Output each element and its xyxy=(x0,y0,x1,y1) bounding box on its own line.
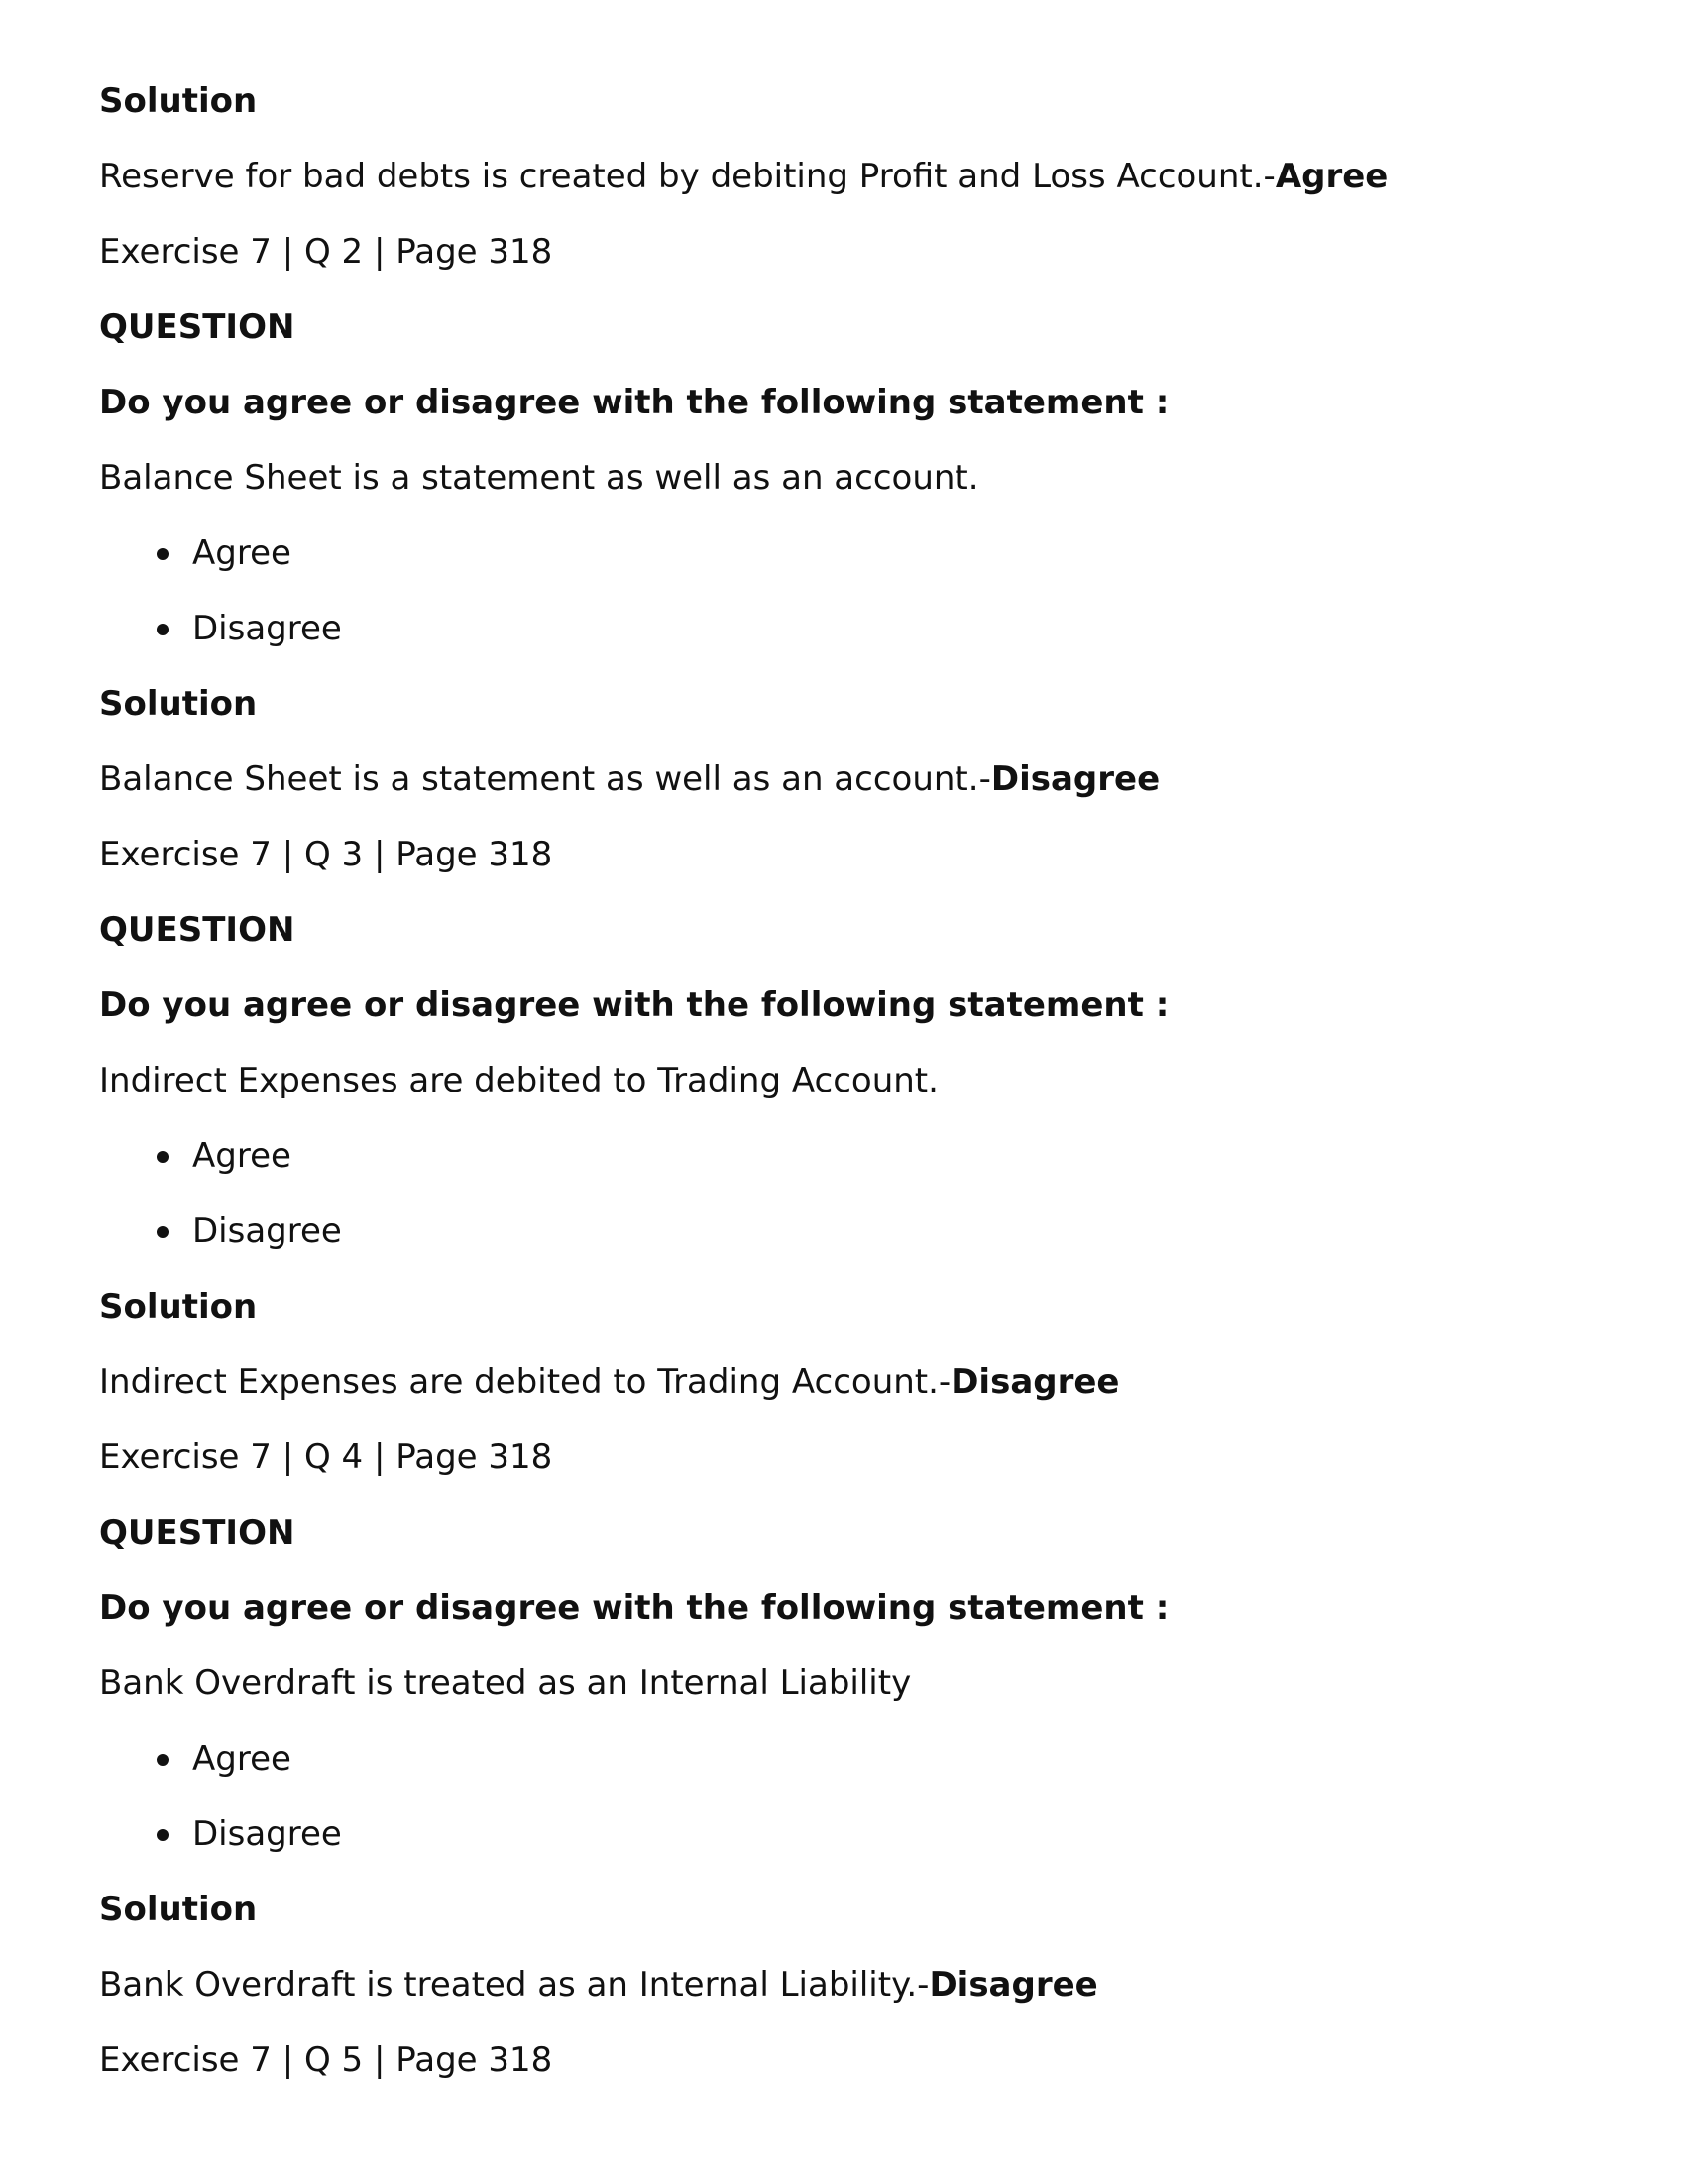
options-list xyxy=(99,1735,1645,1886)
question-heading: QUESTION xyxy=(99,307,295,347)
bullet-icon xyxy=(157,624,169,635)
bullet-icon xyxy=(157,1151,169,1163)
exercise-reference: Exercise 7 | Q 3 | Page 318 xyxy=(99,835,553,874)
question-prompt: Do you agree or disagree with the following statement : xyxy=(99,383,1170,422)
solution-statement: Indirect Expenses are debited to Trading Account.- xyxy=(99,1362,952,1402)
solution-heading: Solution xyxy=(99,1890,258,1929)
solution-answer: Agree xyxy=(1275,157,1389,196)
option-label: Agree xyxy=(192,1739,291,1779)
bullet-icon xyxy=(157,1829,169,1841)
option-disagree xyxy=(99,1810,1645,1886)
option-label: Disagree xyxy=(192,1814,342,1854)
solution-answer: Disagree xyxy=(951,1362,1120,1402)
solution-text xyxy=(99,755,1645,831)
solution-heading: Solution xyxy=(99,1287,258,1326)
solution-heading: Solution xyxy=(99,684,258,724)
option-agree xyxy=(99,1735,1645,1810)
bullet-icon xyxy=(157,1226,169,1238)
solution-answer: Disagree xyxy=(929,1965,1098,2005)
option-disagree xyxy=(99,605,1645,680)
solution-text xyxy=(99,1961,1645,2036)
exercise-reference: Exercise 7 | Q 2 | Page 318 xyxy=(99,232,553,272)
question-heading: QUESTION xyxy=(99,1513,295,1552)
solution-text xyxy=(99,1358,1645,1434)
solution-heading: Solution xyxy=(99,81,258,121)
bullet-icon xyxy=(157,1754,169,1766)
question-prompt: Do you agree or disagree with the following statement : xyxy=(99,985,1170,1025)
question-heading: QUESTION xyxy=(99,910,295,950)
solution-statement: Balance Sheet is a statement as well as an account.- xyxy=(99,759,991,799)
document-page xyxy=(99,77,1645,2112)
option-agree xyxy=(99,1132,1645,1207)
option-agree xyxy=(99,529,1645,605)
question-prompt: Do you agree or disagree with the following statement : xyxy=(99,1588,1170,1628)
option-label: Agree xyxy=(192,1136,291,1176)
options-list xyxy=(99,1132,1645,1283)
exercise-reference: Exercise 7 | Q 4 | Page 318 xyxy=(99,1437,553,1477)
option-label: Agree xyxy=(192,533,291,573)
option-label: Disagree xyxy=(192,609,342,648)
bullet-icon xyxy=(157,548,169,560)
option-label: Disagree xyxy=(192,1211,342,1251)
options-list xyxy=(99,529,1645,680)
question-statement: Balance Sheet is a statement as well as an account. xyxy=(99,458,979,498)
solution-text xyxy=(99,153,1645,228)
exercise-reference: Exercise 7 | Q 5 | Page 318 xyxy=(99,2040,553,2080)
solution-statement: Bank Overdraft is treated as an Internal Liability.- xyxy=(99,1965,930,2005)
option-disagree xyxy=(99,1207,1645,1283)
solution-answer: Disagree xyxy=(990,759,1161,799)
question-statement: Bank Overdraft is treated as an Internal Liability xyxy=(99,1664,912,1703)
solution-statement: Reserve for bad debts is created by debiting Profit and Loss Account.- xyxy=(99,157,1276,196)
question-statement: Indirect Expenses are debited to Trading Account. xyxy=(99,1061,939,1100)
